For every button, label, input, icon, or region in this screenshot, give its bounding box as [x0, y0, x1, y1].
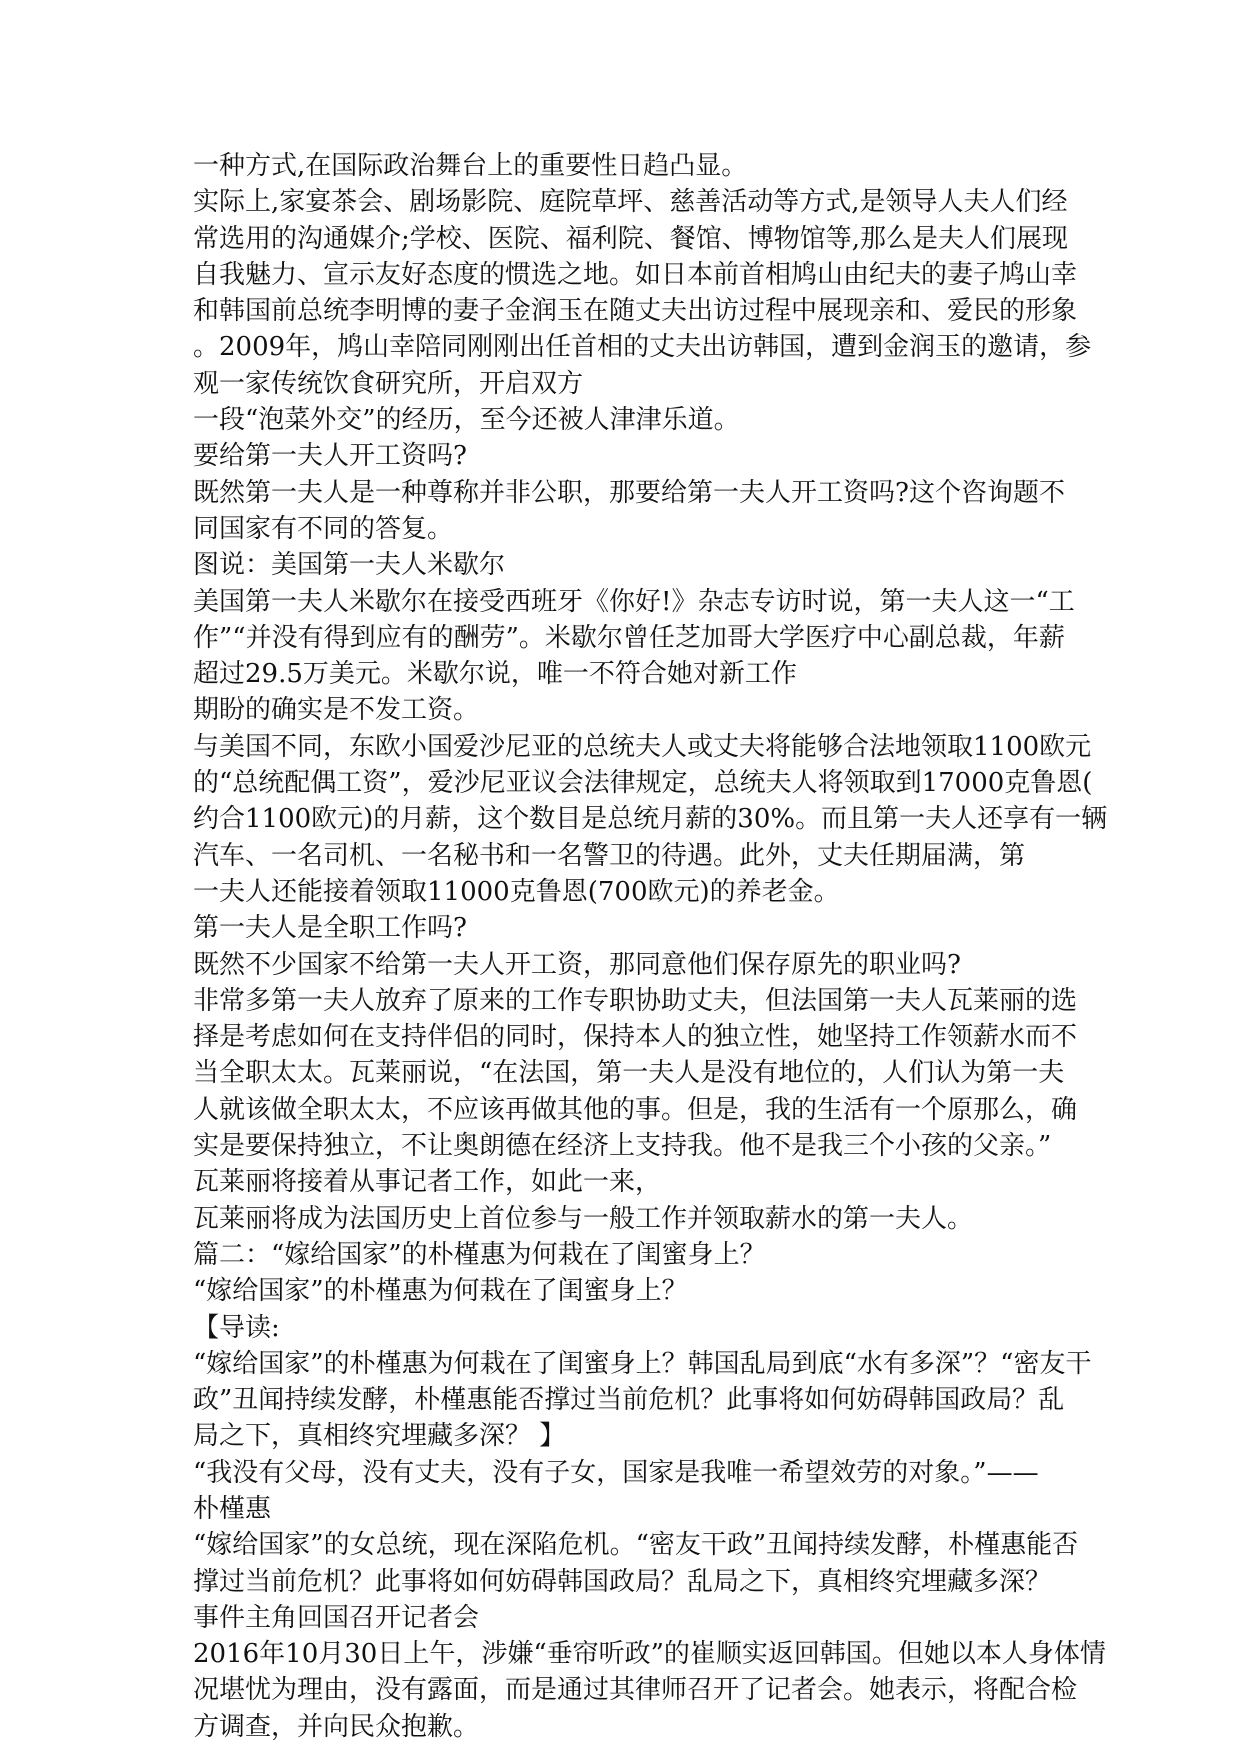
document-body — [193, 148, 1108, 1745]
text-line: 约合1100欧元)的月薪，这个数目是总统月薪的30%。而且第一夫人还享有一辆 — [193, 804, 1108, 835]
text-line: 实际上,家宴茶会、剧场影院、庭院草坪、慈善活动等方式,是领导人夫人们经 — [193, 187, 1068, 218]
text-line: 一种方式,在国际政治舞台上的重要性日趋凸显。 — [193, 151, 748, 181]
text-line: 方调查，并向民众抱歉。 — [193, 1711, 480, 1742]
text-line: 美国第一夫人米歇尔在接受西班牙《你好!》杂志专访时说，第一夫人这一“工 — [193, 586, 1075, 617]
text-line: 朴槿惠 — [193, 1493, 272, 1524]
text-line: 汽车、一名司机、一名秘书和一名警卫的待遇。此外，丈夫任期届满，第 — [193, 840, 1026, 871]
text-line: 既然不少国家不给第一夫人开工资，那同意他们保存原先的职业吗? — [193, 949, 961, 980]
text-line: 第一夫人是全职工作吗? — [193, 913, 467, 944]
text-line: 政”丑闻持续发酵，朴槿惠能否撑过当前危机？此事将如何妨碍韩国政局？乱 — [193, 1385, 1065, 1416]
text-line: 瓦莱丽将接着从事记者工作，如此一来， — [193, 1167, 662, 1198]
text-line: 局之下，真相终究埋藏多深？ 】 — [193, 1421, 566, 1452]
text-line: 撑过当前危机？此事将如何妨碍韩国政局？乱局之下，真相终究埋藏多深？ — [193, 1566, 1052, 1597]
text-line: 既然第一夫人是一种尊称并非公职，那要给第一夫人开工资吗?这个咨询题不 — [193, 477, 1065, 508]
text-line: 瓦莱丽将成为法国历史上首位参与一般工作并领取薪水的第一夫人。 — [193, 1203, 974, 1234]
text-line: 。2009年，鸠山幸陪同刚刚出任首相的丈夫出访韩国，遭到金润玉的邀请，参 — [193, 332, 1092, 363]
text-line: 2016年10月30日上午，涉嫌“垂帘听政”的崔顺实返回韩国。但她以本人身体情 — [193, 1639, 1106, 1670]
text-line: 同国家有不同的答复。 — [193, 513, 454, 544]
text-line: 图说：美国第一夫人米歇尔 — [193, 550, 506, 581]
text-line: 择是考虑如何在支持伴侣的同时，保持本人的独立性，她坚持工作领薪水而不 — [193, 1022, 1078, 1053]
text-line: 与美国不同，东欧小国爱沙尼亚的总统夫人或丈夫将能够合法地领取1100欧元 — [193, 731, 1092, 762]
text-line: 作”“并没有得到应有的酬劳”。米歇尔曾任芝加哥大学医疗中心副总裁，年薪 — [193, 622, 1065, 653]
text-line: 一夫人还能接着领取11000克鲁恩(700欧元)的养老金。 — [193, 876, 840, 907]
text-line: “嫁给国家”的朴槿惠为何栽在了闺蜜身上？韩国乱局到底“水有多深”？“密友干 — [193, 1348, 1092, 1379]
text-line: 常选用的沟通媒介;学校、医院、福利院、餐馆、博物馆等,那么是夫人们展现 — [193, 223, 1069, 254]
text-line: 非常多第一夫人放弃了原来的工作专职协助丈夫，但法国第一夫人瓦莱丽的选 — [193, 985, 1078, 1016]
text-line: 况堪忧为理由，没有露面，而是通过其律师召开了记者会。她表示，将配合检 — [193, 1675, 1078, 1706]
text-line: 【导读: — [193, 1312, 280, 1343]
text-line: 超过29.5万美元。米歇尔说，唯一不符合她对新工作 — [193, 659, 797, 690]
text-line: “嫁给国家”的女总统，现在深陷危机。“密友干政”丑闻持续发酵，朴槿惠能否 — [193, 1530, 1079, 1561]
text-line: 当全职太太。瓦莱丽说，“在法国，第一夫人是没有地位的，人们认为第一夫 — [193, 1058, 1065, 1089]
text-line: 一段“泡菜外交”的经历，至今还被人津津乐道。 — [193, 405, 740, 436]
text-line: 观一家传统饮食研究所，开启双方 — [193, 368, 584, 399]
text-line: 事件主角回国召开记者会 — [193, 1602, 480, 1633]
text-line: 的“总统配偶工资”，爱沙尼亚议会法律规定，总统夫人将领取到17000克鲁恩( — [193, 768, 1093, 799]
text-line: 和韩国前总统李明博的妻子金润玉在随丈夫出访过程中展现亲和、爱民的形象 — [193, 296, 1078, 327]
text-line: 自我魅力、宣示友好态度的惯选之地。如日本前首相鸠山由纪夫的妻子鸠山幸 — [193, 259, 1078, 290]
text-line: 期盼的确实是不发工资。 — [193, 695, 480, 726]
text-line: “我没有父母，没有丈夫，没有子女，国家是我唯一希望效劳的对象。”—— — [193, 1457, 1039, 1488]
text-line: 人就该做全职太太，不应该再做其他的事。但是，我的生活有一个原那么，确 — [193, 1094, 1078, 1125]
text-line: 要给第一夫人开工资吗? — [193, 441, 467, 472]
text-line: 实是要保持独立，不让奥朗德在经济上支持我。他不是我三个小孩的父亲。” — [193, 1131, 1052, 1162]
text-line: 篇二：“嫁给国家”的朴槿惠为何栽在了闺蜜身上？ — [193, 1239, 766, 1270]
text-line: “嫁给国家”的朴槿惠为何栽在了闺蜜身上？ — [193, 1276, 688, 1307]
